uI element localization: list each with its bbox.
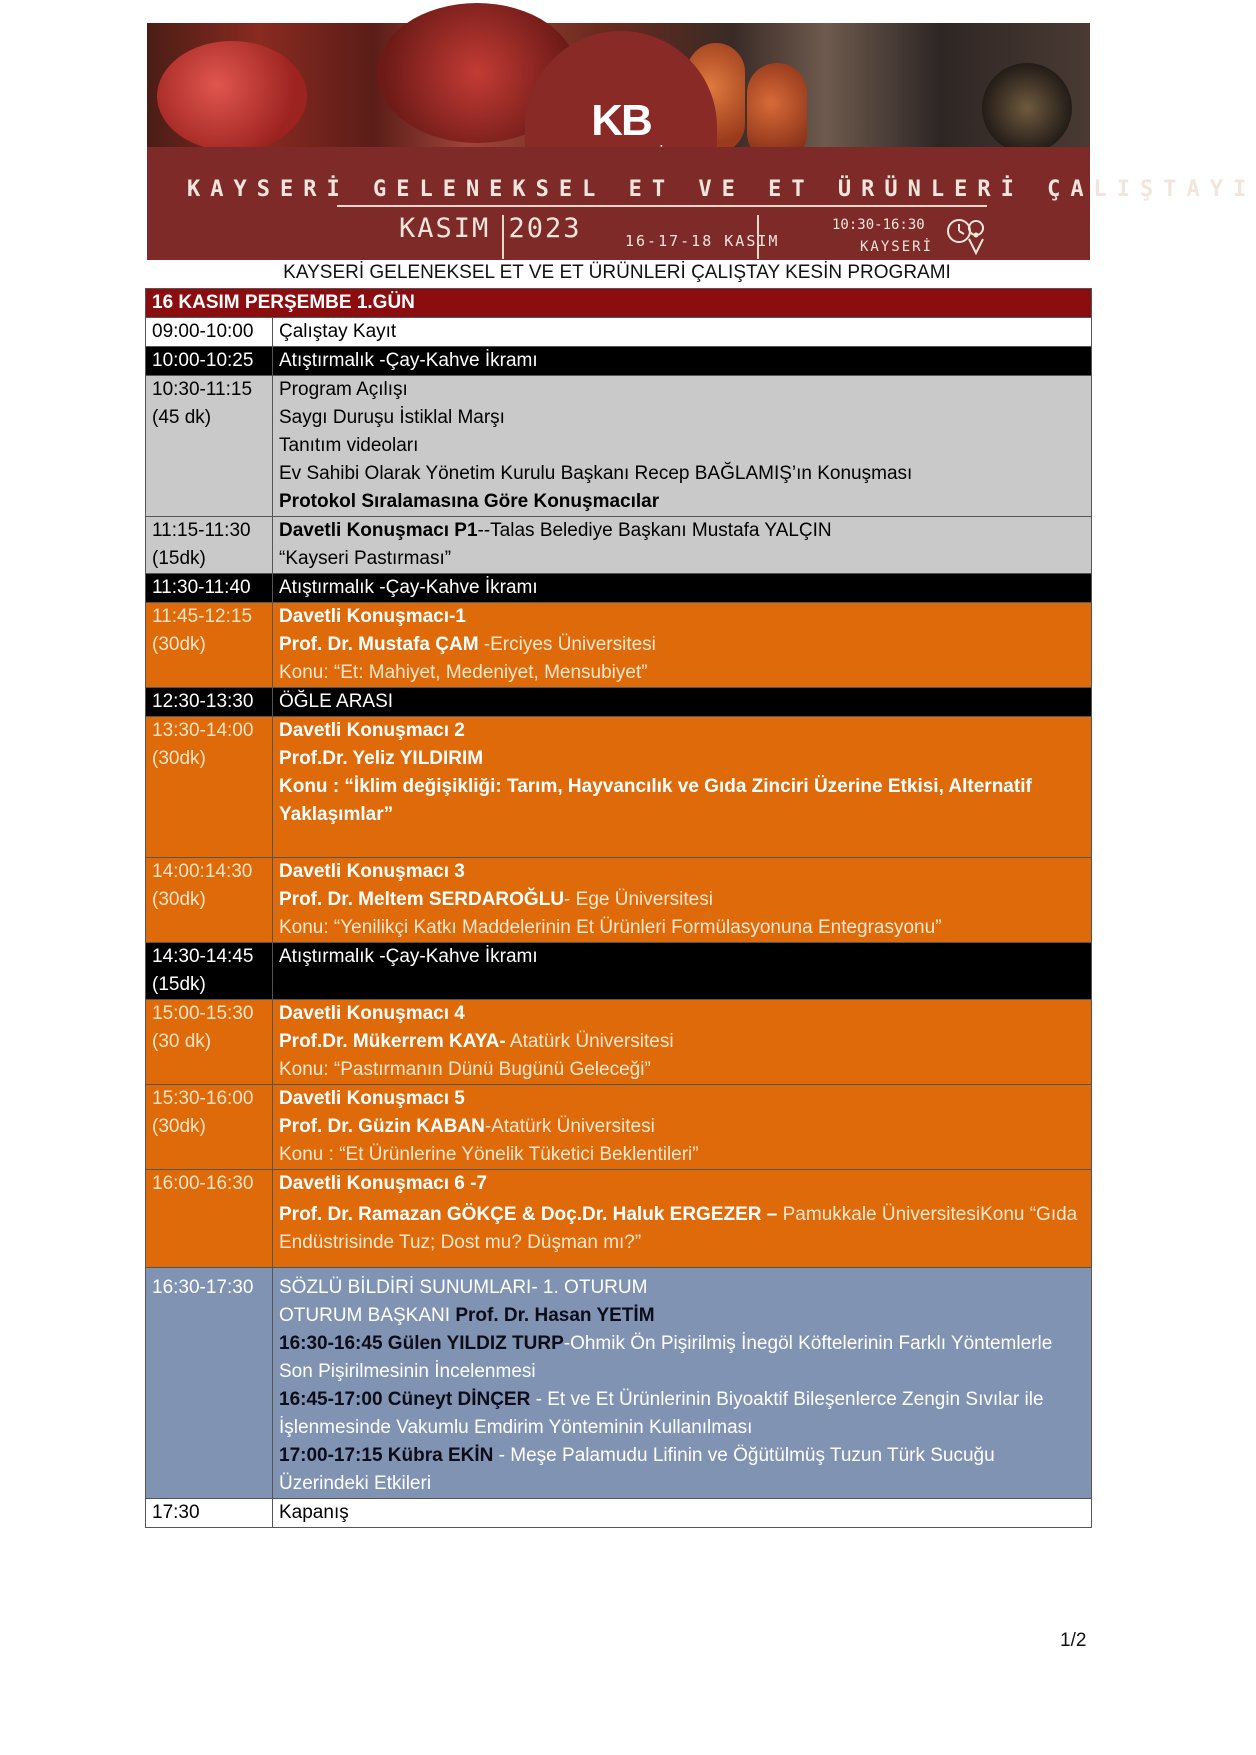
session-chair-label: OTURUM BAŞKANI <box>279 1305 456 1326</box>
table-row <box>146 688 1092 717</box>
banner-city: KAYSERİ <box>860 239 934 255</box>
speaker-name: Prof. Dr. Ramazan GÖKÇE & Doç.Dr. Haluk ERGEZER – <box>279 1204 778 1225</box>
presenter-name: Cüneyt DİNÇER <box>382 1389 531 1410</box>
time-range: 16:00-16:30 <box>152 1173 254 1194</box>
activity-line: Protokol Sıralamasına Göre Konuşmacılar <box>279 491 660 512</box>
day-header-row <box>146 289 1092 318</box>
time-cell <box>146 858 273 943</box>
presentation-item <box>279 1330 1085 1386</box>
time-cell <box>146 1000 273 1085</box>
speaker-label: Davetli Konuşmacı 4 <box>279 1003 465 1024</box>
activity-cell <box>273 603 1092 688</box>
time-range: 14:00:14:30 <box>152 861 253 882</box>
activity-cell <box>273 1268 1092 1499</box>
time-cell: 11:30-11:40 <box>146 574 273 603</box>
activity-cell: Atıştırmalık -Çay-Kahve İkramı <box>273 347 1092 376</box>
time-cell <box>146 603 273 688</box>
clock-location-icon <box>943 215 989 259</box>
presenter-name: Gülen YILDIZ TURP <box>382 1333 564 1354</box>
topic-line: Konu : “Et Ürünlerine Yönelik Tüketici Beklentileri” <box>279 1144 699 1165</box>
activity-cell: Çalıştay Kayıt <box>273 318 1092 347</box>
activity-cell: Atıştırmalık -Çay-Kahve İkramı <box>273 943 1092 1000</box>
presentation-title: - Meşe Palamudu Lifinin ve Öğütülmüş Tuzun Türk Sucuğu Üzerindeki Etkileri <box>279 1445 995 1494</box>
speaker-line <box>279 1028 1085 1056</box>
speaker-name: Prof. Dr. Meltem SERDAROĞLU <box>279 889 565 910</box>
banner-date: KASIM 2023 <box>399 213 582 244</box>
banner-info-band <box>147 147 1256 260</box>
activity-cell: Atıştırmalık -Çay-Kahve İkramı <box>273 574 1092 603</box>
time-range: 15:30-16:00 <box>152 1088 254 1109</box>
time-range: 16:30-17:30 <box>152 1277 254 1298</box>
time-range: 11:15-11:30 <box>152 520 251 541</box>
activity-cell <box>273 858 1092 943</box>
activity-cell: Kapanış <box>273 1499 1092 1528</box>
activity-cell <box>273 1085 1092 1170</box>
presentation-title: -Ohmik Ön Pişirilmiş İnegöl Köftelerinin Farklı Yöntemlerle Son Pişirilmesinin İncelenmesi <box>279 1333 1053 1382</box>
time-cell <box>146 1085 273 1170</box>
topic-line: “Kayseri Pastırması” <box>279 548 452 569</box>
table-row <box>146 943 1092 1000</box>
time-cell <box>146 376 273 517</box>
speaker-label: Davetli Konuşmacı-1 <box>279 606 466 627</box>
table-row <box>146 574 1092 603</box>
duration: (45 dk) <box>152 407 212 428</box>
time-cell: 12:30-13:30 <box>146 688 273 717</box>
activity-cell <box>273 1170 1092 1268</box>
duration: (30dk) <box>152 889 206 910</box>
activity-cell <box>273 1000 1092 1085</box>
speaker-name: Prof. Dr. Güzin KABAN <box>279 1116 485 1137</box>
speaker-label: Davetli Konuşmacı 6 -7 <box>279 1173 488 1194</box>
table-row <box>146 858 1092 943</box>
speaker-name: Prof.Dr. Mükerrem KAYA- <box>279 1031 506 1052</box>
time-cell <box>146 517 273 574</box>
speaker-label: Davetli Konuşmacı 2 <box>279 720 465 741</box>
event-banner <box>147 23 1256 260</box>
activity-cell <box>273 376 1092 517</box>
speaker-label: Davetli Konuşmacı 3 <box>279 861 465 882</box>
presentation-title: - Et ve Et Ürünlerinin Biyoaktif Bileşenlerce Zengin Sıvılar ile İşlenmesinde Vakumlu Emdirim Yönteminin Kullanılması <box>279 1389 1044 1438</box>
session-chair <box>279 1302 1085 1330</box>
topic-line: Konu : “İklim değişikliği: Tarım, Hayvancılık ve Gıda Zinciri Üzerine Etkisi, Alternatif Yaklaşımlar” <box>279 776 1032 825</box>
activity-cell <box>273 717 1092 858</box>
time-cell <box>146 717 273 858</box>
speaker-detail: --Talas Belediye Başkanı Mustafa YALÇIN <box>477 520 832 541</box>
speaker-name: Prof.Dr. Yeliz YILDIRIM <box>279 748 484 769</box>
speaker-label: Davetli Konuşmacı 5 <box>279 1088 465 1109</box>
presentation-item <box>279 1386 1085 1442</box>
time-cell: 10:00-10:25 <box>146 347 273 376</box>
time-cell: 09:00-10:00 <box>146 318 273 347</box>
presentation-time: 16:30-16:45 <box>279 1333 383 1354</box>
time-range: 14:30-14:45 <box>152 946 254 967</box>
duration: (15dk) <box>152 974 206 995</box>
speaker-affiliation: - Ege Üniversitesi <box>564 889 713 910</box>
session-chair-name: Prof. Dr. Hasan YETİM <box>455 1305 655 1326</box>
speaker-affiliation-topic: Pamukkale ÜniversitesiKonu “Gıda Endüstrisinde Tuz; Dost mu? Düşman mı?” <box>279 1204 1078 1253</box>
banner-divider <box>337 205 987 207</box>
duration: (30 dk) <box>152 1031 212 1052</box>
banner-days: 16-17-18 KASIM <box>625 232 780 250</box>
speaker-affiliation: -Erciyes Üniversitesi <box>478 634 656 655</box>
presentation-item <box>279 1442 1085 1498</box>
session-title: SÖZLÜ BİLDİRİ SUNUMLARI- 1. OTURUM <box>279 1277 648 1298</box>
time-cell <box>146 1268 273 1499</box>
time-range: 10:30-11:15 <box>152 379 253 400</box>
program-schedule-table <box>145 288 1092 1528</box>
time-cell: 17:30 <box>146 1499 273 1528</box>
topic-line: Konu: “Yenilikçi Katkı Maddelerinin Et Ürünleri Formülasyonuna Entegrasyonu” <box>279 917 942 938</box>
duration: (30dk) <box>152 1116 206 1137</box>
topic-line: Konu: “Pastırmanın Dünü Bugünü Geleceği” <box>279 1059 651 1080</box>
table-row <box>146 717 1092 858</box>
speaker-label: Davetli Konuşmacı P1 <box>279 520 478 541</box>
table-row <box>146 1000 1092 1085</box>
time-range: 15:00-15:30 <box>152 1003 254 1024</box>
banner-time: 10:30-16:30 <box>832 217 925 233</box>
presentation-time: 17:00-17:15 <box>279 1445 383 1466</box>
table-row <box>146 1268 1092 1499</box>
activity-line: Tanıtım videoları <box>279 435 419 456</box>
duration: (15dk) <box>152 548 206 569</box>
speaker-name: Prof. Dr. Mustafa ÇAM <box>279 634 479 655</box>
table-row <box>146 517 1092 574</box>
page-number: 1/2 <box>1060 1630 1087 1651</box>
speaker-line <box>279 631 1085 659</box>
table-row <box>146 1170 1092 1268</box>
table-row <box>146 376 1092 517</box>
presenter-name: Kübra EKİN <box>382 1445 494 1466</box>
duration: (30dk) <box>152 748 206 769</box>
program-title: KAYSERİ GELENEKSEL ET VE ET ÜRÜNLERİ ÇALIŞTAY KESİN PROGRAMI <box>283 262 951 283</box>
banner-title: KAYSERİ GELENEKSEL ET VE ET ÜRÜNLERİ ÇALIŞTAYI <box>187 177 1256 202</box>
table-row <box>146 1085 1092 1170</box>
presentation-time: 16:45-17:00 <box>279 1389 383 1410</box>
time-range: 11:45-12:15 <box>152 606 253 627</box>
speaker-affiliation: Atatürk Üniversitesi <box>505 1031 674 1052</box>
spice-bowl-image <box>982 63 1072 153</box>
activity-line: Program Açılışı <box>279 379 408 400</box>
topic-line: Konu: “Et: Mahiyet, Medeniyet, Mensubiyet” <box>279 662 648 683</box>
activity-cell: ÖĞLE ARASI <box>273 688 1092 717</box>
duration: (30dk) <box>152 634 206 655</box>
speaker-line <box>279 1198 1085 1257</box>
speaker-line <box>279 1113 1085 1141</box>
activity-cell <box>273 517 1092 574</box>
speaker-affiliation: -Atatürk Üniversitesi <box>484 1116 655 1137</box>
activity-line <box>279 517 1085 545</box>
day-header: 16 KASIM PERŞEMBE 1.GÜN <box>146 289 1092 318</box>
minced-meat-image <box>157 41 307 151</box>
table-row <box>146 347 1092 376</box>
speaker-line <box>279 886 1085 914</box>
activity-line: Ev Sahibi Olarak Yönetim Kurulu Başkanı Recep BAĞLAMIŞ’ın Konuşması <box>279 463 913 484</box>
time-cell <box>146 943 273 1000</box>
activity-line: Saygı Duruşu İstiklal Marşı <box>279 407 505 428</box>
table-row <box>146 1499 1092 1528</box>
logo-letters: KB <box>591 96 651 146</box>
table-row <box>146 318 1092 347</box>
time-cell <box>146 1170 273 1268</box>
table-row <box>146 603 1092 688</box>
time-range: 13:30-14:00 <box>152 720 254 741</box>
